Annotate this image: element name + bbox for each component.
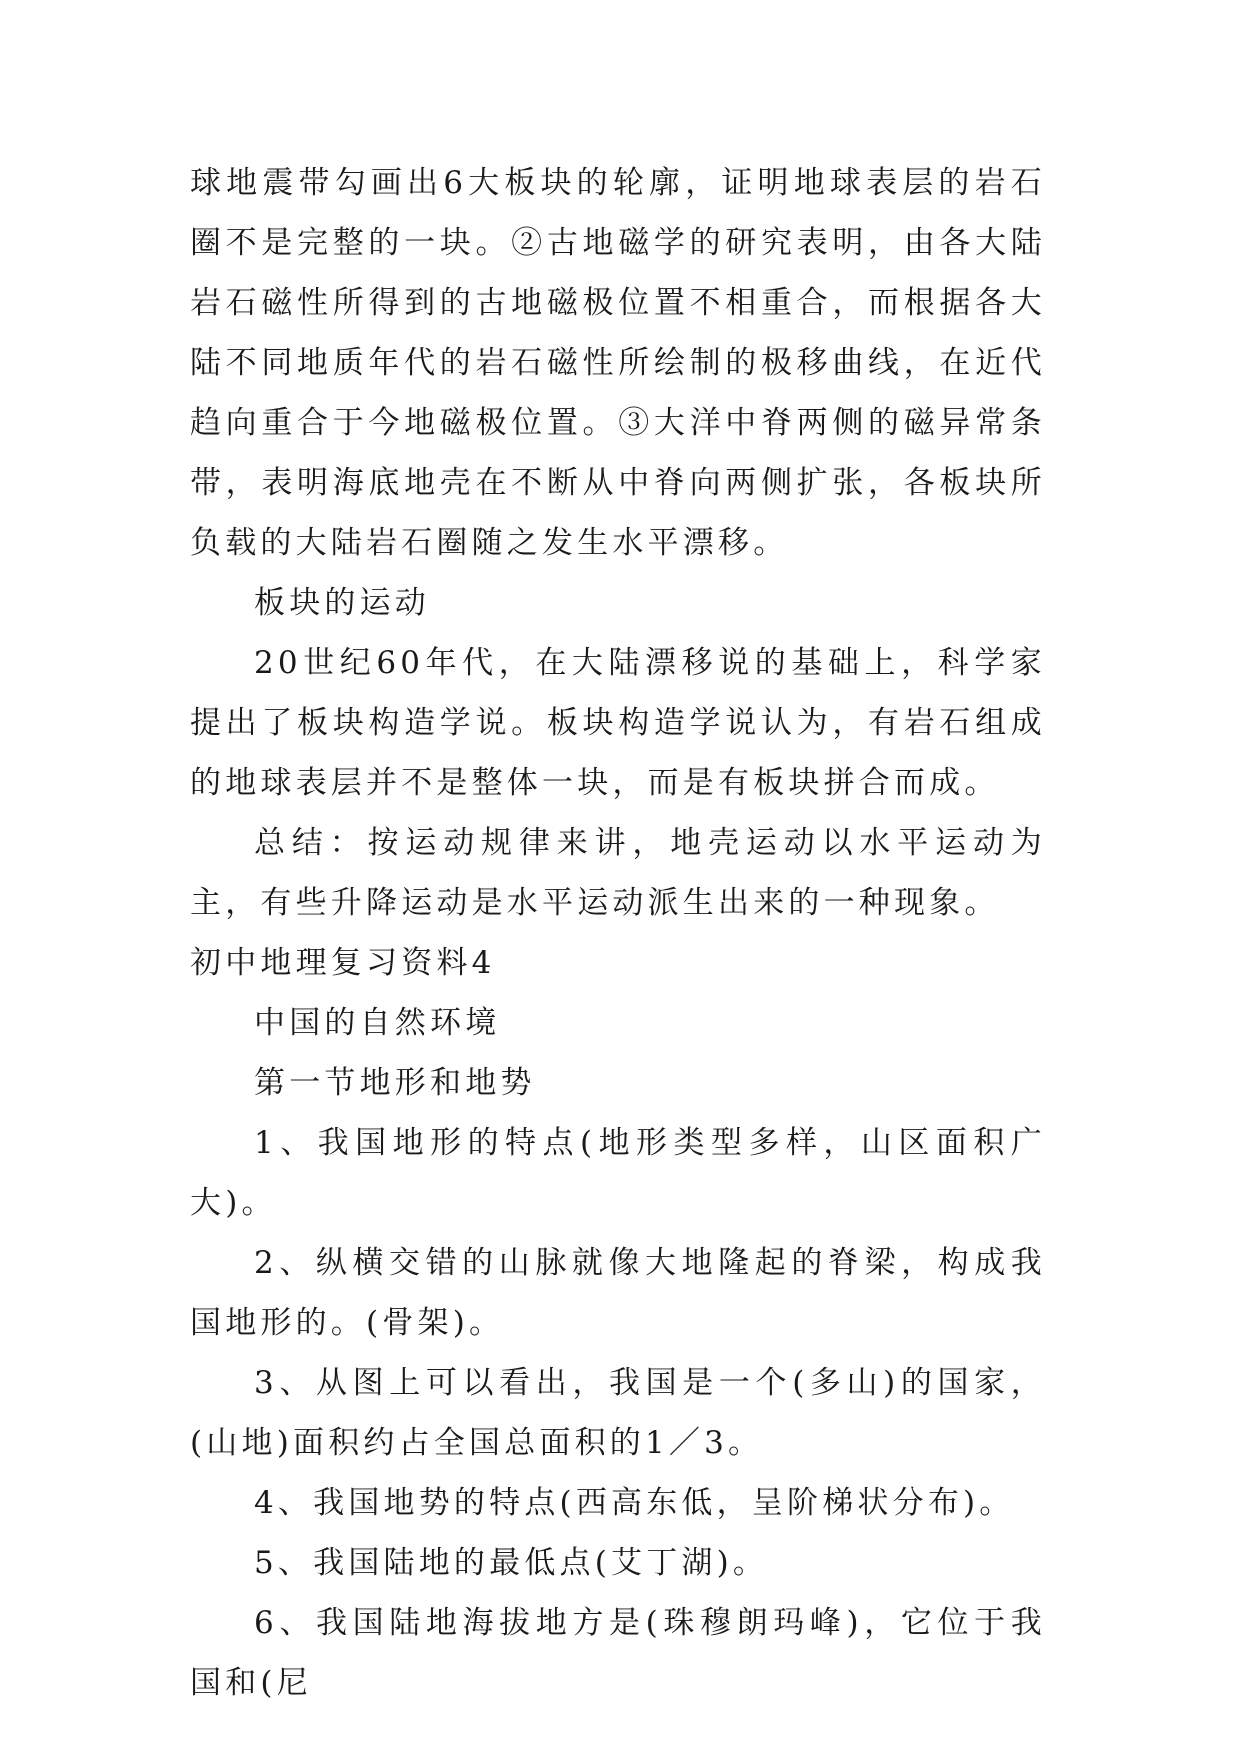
list-item-1: 1、我国地形的特点(地形类型多样，山区面积广大)。 (190, 1125, 1046, 1221)
subheading-china-nature: 中国的自然环境 (254, 1005, 501, 1041)
list-item-2: 2、纵横交错的山脉就像大地隆起的脊梁，构成我国地形的。(骨架)。 (190, 1245, 1046, 1341)
paragraph-summary: 总结：按运动规律来讲，地壳运动以水平运动为主，有些升降运动是水平运动派生出来的一种现象。 (190, 825, 1046, 921)
document-body (190, 153, 1046, 1713)
paragraph-continuation: 球地震带勾画出6大板块的轮廓，证明地球表层的岩石圈不是完整的一块。②古地磁学的研究表明，由各大陆岩石磁性所得到的古地磁极位置不相重合，而根据各大陆不同地质年代的岩石磁性所绘制的极移曲线，在近代趋向重合于今地磁极位置。③大洋中脊两侧的磁异常条带，表明海底地壳在不断从中脊向两侧扩张，各板块所负载的大陆岩石圈随之发生水平漂移。 (190, 165, 1046, 561)
section-heading: 初中地理复习资料4 (190, 945, 496, 981)
list-item-3: 3、从图上可以看出，我国是一个(多山)的国家，(山地)面积约占全国总面积的1／3。 (190, 1365, 1046, 1461)
list-item-6: 6、我国陆地海拔地方是(珠穆朗玛峰)，它位于我国和(尼 (190, 1605, 1046, 1701)
subheading-plate-motion: 板块的运动 (254, 585, 430, 621)
paragraph-plate-theory: 20世纪60年代，在大陆漂移说的基础上，科学家提出了板块构造学说。板块构造学说认为，有岩石组成的地球表层并不是整体一块，而是有板块拼合而成。 (190, 645, 1046, 801)
subheading-section-one: 第一节地形和地势 (254, 1065, 536, 1101)
list-item-5: 5、我国陆地的最低点(艾丁湖)。 (254, 1545, 769, 1581)
list-item-4: 4、我国地势的特点(西高东低，呈阶梯状分布)。 (254, 1485, 1015, 1521)
